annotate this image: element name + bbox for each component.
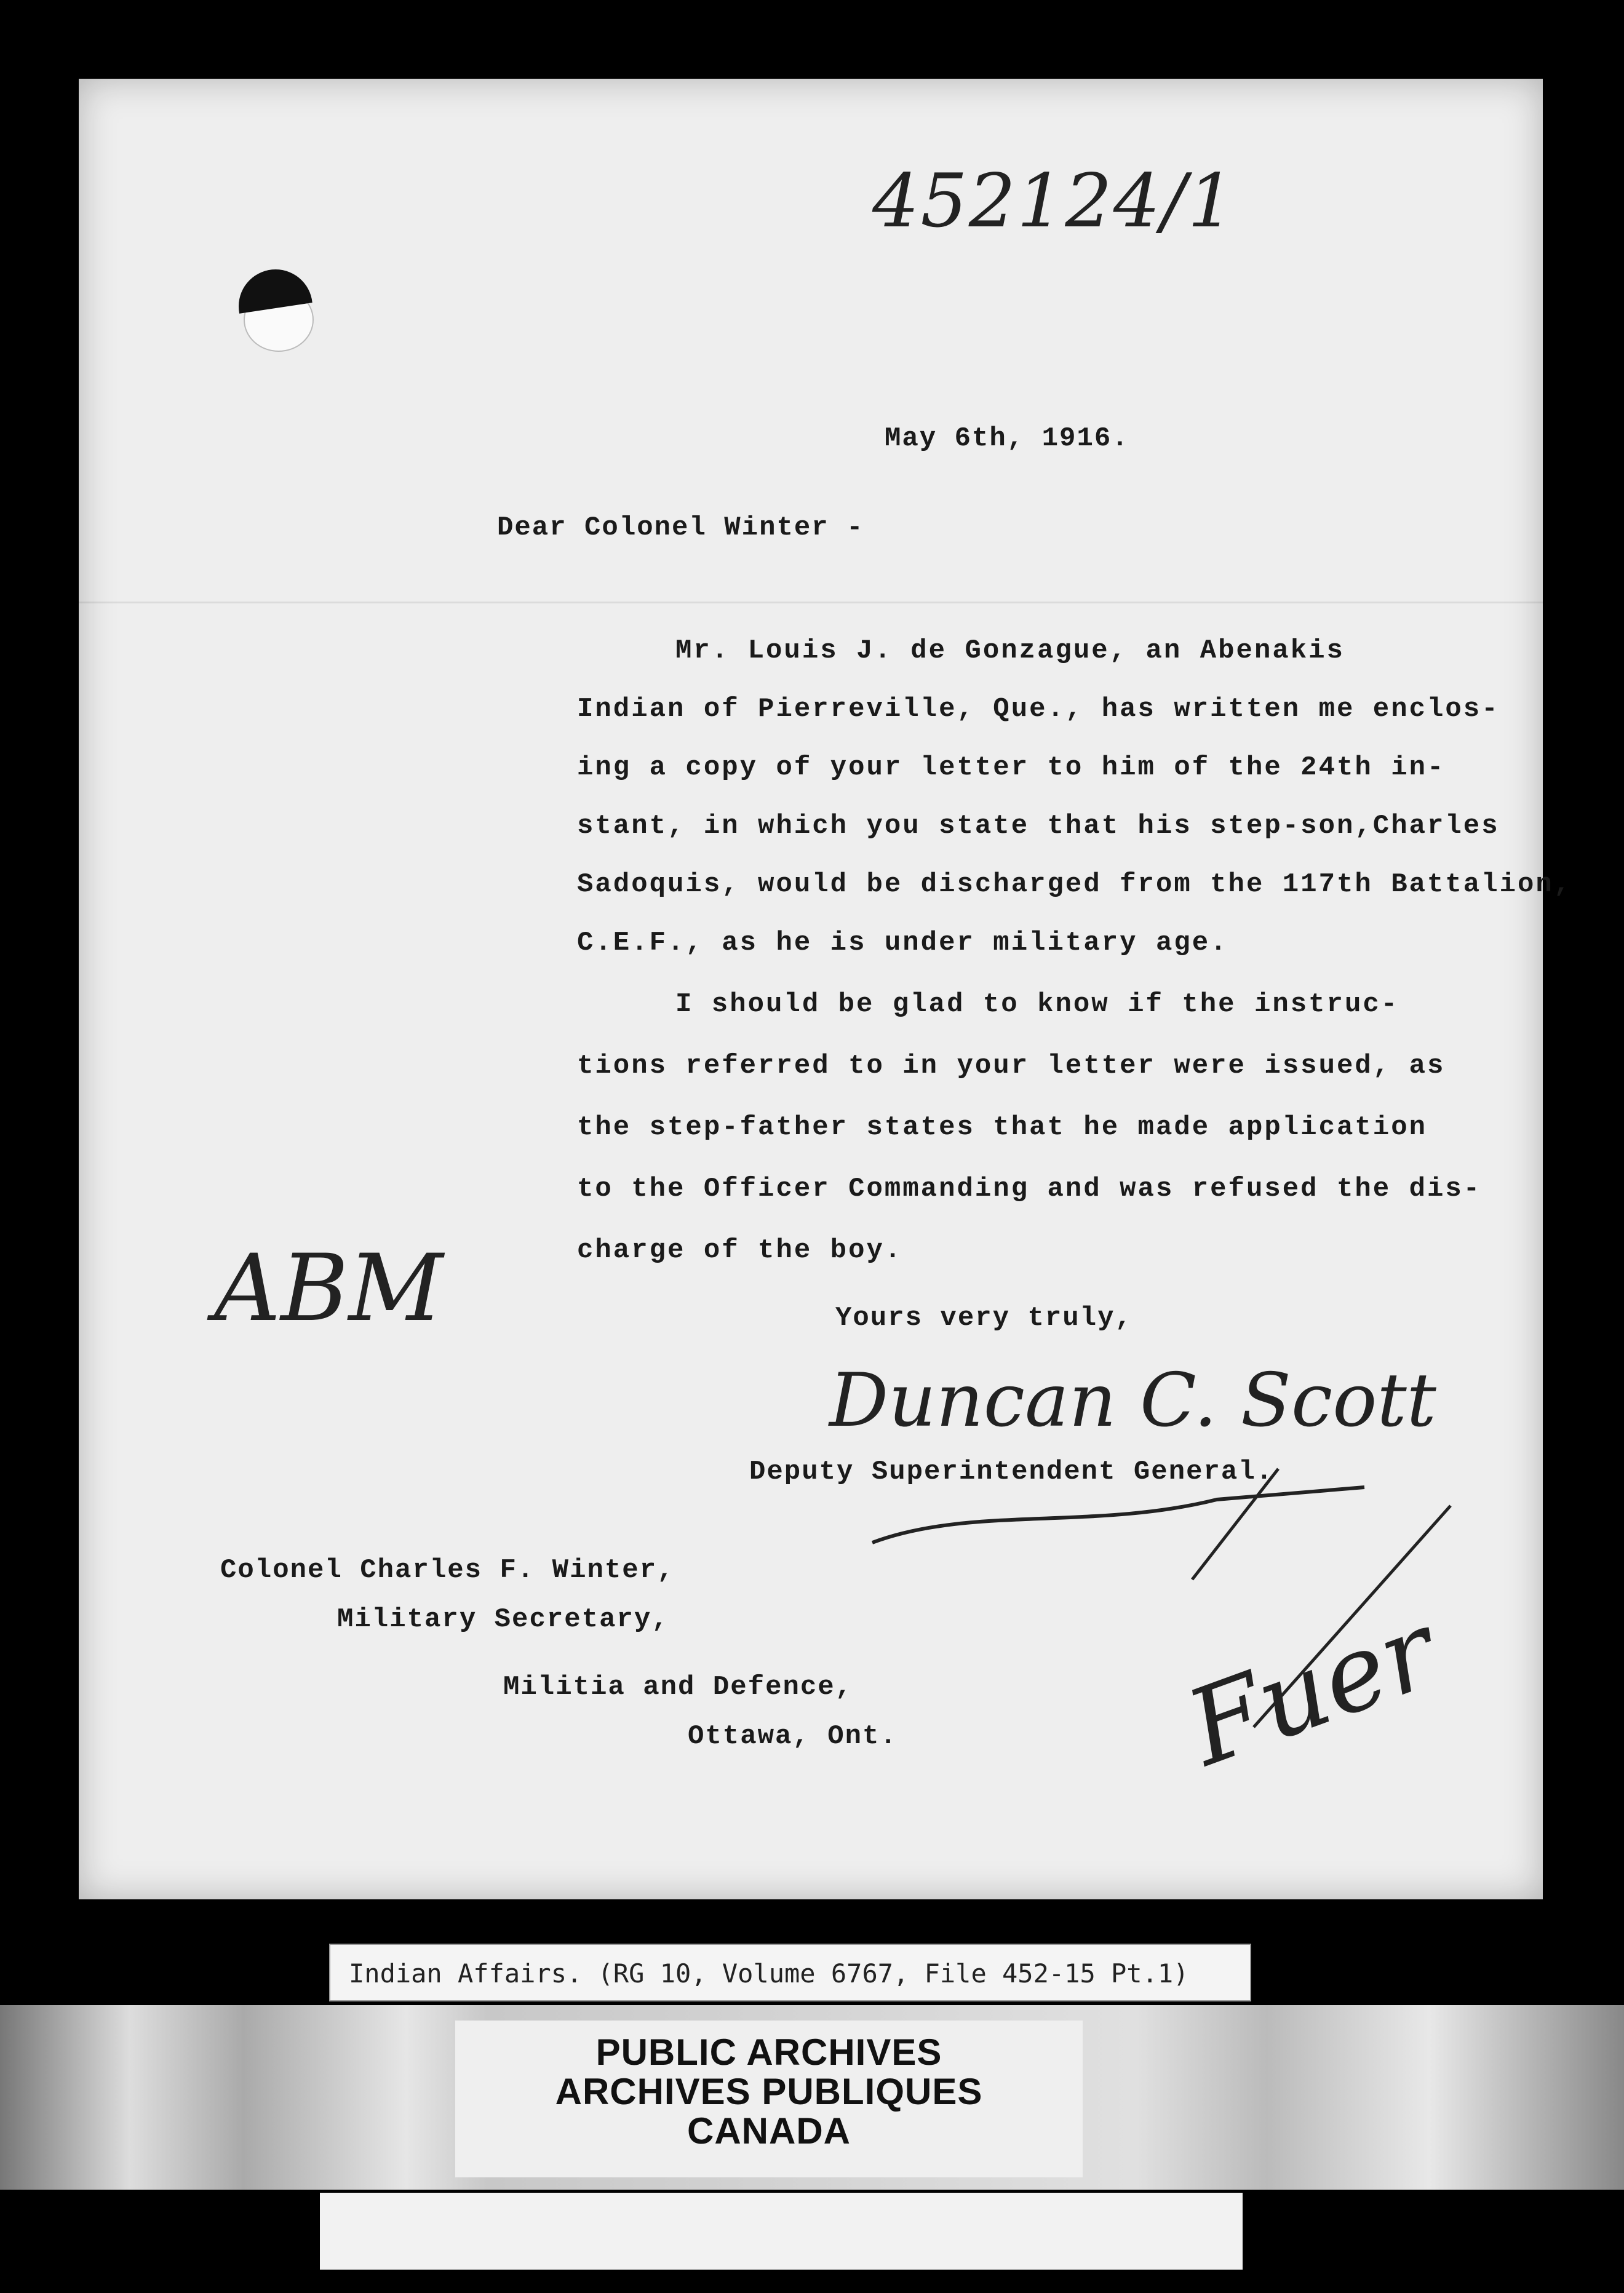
address-line: Ottawa, Ont. <box>688 1721 898 1752</box>
file-number: 452124/1 <box>872 159 1236 244</box>
address-line: Militia and Defence, <box>503 1672 853 1703</box>
closing: Yours very truly, <box>835 1303 1132 1333</box>
body-line: charge of the boy. <box>577 1235 903 1266</box>
body-line: C.E.F., as he is under military age. <box>577 928 1228 958</box>
letter-date: May 6th, 1916. <box>885 423 1129 454</box>
body-line: Mr. Louis J. de Gonzague, an Abenakis <box>675 635 1345 666</box>
signature-title: Deputy Superintendent General. <box>749 1456 1274 1487</box>
archive-stamp-line: CANADA <box>687 2110 851 2152</box>
initials-right: Fuer <box>1172 1589 1451 1790</box>
body-line: ing a copy of your letter to him of the 24th in- <box>577 752 1446 783</box>
archive-reference-strip <box>329 1944 1251 2001</box>
bottom-strip <box>320 2193 1243 2270</box>
body-line: tions referred to in your letter were issued, as <box>577 1051 1446 1081</box>
letter-sheet <box>79 79 1572 1899</box>
body-line: Indian of Pierreville, Que., has written me enclos- <box>577 694 1500 725</box>
initials-left: ABM <box>214 1235 444 1342</box>
body-line: Sadoquis, would be discharged from the 117th Battalion, <box>577 869 1572 900</box>
archive-stamp-line: ARCHIVES PUBLIQUES <box>555 2071 983 2112</box>
signature: Duncan C. Scott <box>829 1358 1436 1444</box>
archive-stamp-line: PUBLIC ARCHIVES <box>595 2032 942 2073</box>
body-line: stant, in which you state that his step-son,Charles <box>577 811 1500 841</box>
salutation: Dear Colonel Winter - <box>497 512 864 543</box>
archive-reference: Indian Affairs. (RG 10, Volume 6767, File 452-15 Pt.1) <box>349 1958 1189 1989</box>
fold-line <box>79 602 1543 603</box>
address-line: Colonel Charles F. Winter, <box>220 1555 675 1586</box>
archive-stamp <box>455 2021 1083 2177</box>
corner-stroke <box>1217 1493 1524 1739</box>
body-line: I should be glad to know if the instruc- <box>675 989 1399 1020</box>
body-line: to the Officer Commanding and was refused the dis- <box>577 1174 1482 1204</box>
address-line: Military Secretary, <box>337 1604 669 1635</box>
body-line: the step-father states that he made application <box>577 1112 1428 1143</box>
